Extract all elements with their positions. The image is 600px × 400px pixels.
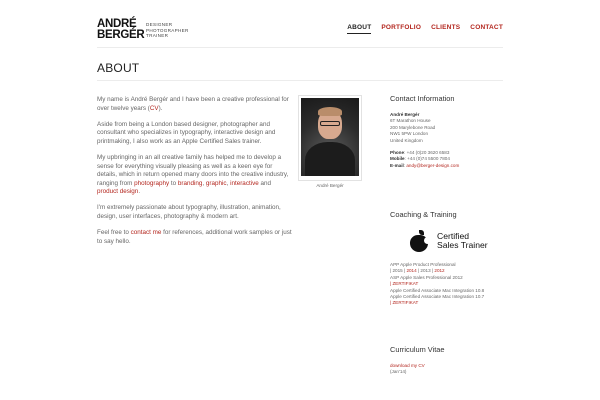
cert-line: ASP Apple Sales Professional 2012: [390, 274, 463, 280]
product-design-link[interactable]: product design: [97, 188, 139, 196]
contact-me-link[interactable]: contact me: [130, 229, 162, 237]
address-line: NW1 5PW London: [390, 131, 429, 137]
graphic-link[interactable]: graphic: [205, 179, 227, 187]
nav-contact[interactable]: CONTACT: [470, 24, 503, 31]
page-title: ABOUT: [97, 61, 140, 75]
address-line: 200 Marylebone Road: [390, 124, 436, 130]
cert-line: APP Apple Product Professional: [390, 262, 456, 267]
contact-heading: Contact Information: [390, 94, 455, 103]
zertifikat-link[interactable]: | ZERTIFIKAT: [390, 300, 419, 306]
portrait-photo: [298, 95, 362, 181]
download-cv-link[interactable]: download my CV: [390, 363, 425, 368]
mobile-line: Mobile: +44 (0)74 5500 7804: [390, 156, 450, 162]
contact-paragraph: Feel free to contact me for references, additional work samples or just to say hello.: [97, 229, 292, 245]
logo-tagline-trainer: TRAINER: [146, 33, 169, 38]
main-nav: [347, 24, 503, 34]
logo-last-name: BERGÉR: [97, 29, 145, 41]
apple-logo-icon: [410, 230, 428, 252]
passion-paragraph: I'm extremely passionate about typography, illustration, animation, design, user interfaces, photography & modern art.: [97, 204, 281, 221]
zertifikat-link[interactable]: | ZERTIFIKAT: [390, 281, 419, 287]
coaching-heading: Coaching & Training: [390, 210, 457, 219]
logo-tagline-photographer: PHOTOGRAPHER: [146, 27, 189, 33]
contact-name: André Bergér: [390, 112, 420, 117]
nav-portfolio[interactable]: PORTFOLIO: [381, 24, 422, 31]
background-paragraph: Aside from being a London based designer, photographer and consultant who specializes in typography, interactive design and printmaking, I also work as an Apple Certified Sales trainer.: [97, 120, 276, 145]
intro-paragraph: My name is André Bergér and I have been a creative professional for over twelve years (CV).: [97, 96, 289, 112]
contact-section: [390, 94, 505, 169]
certified-sales-trainer-badge: Certified Sales Trainer: [410, 228, 505, 254]
cert-line: Apple Certified Associate Mac Integration 10.8: [390, 287, 485, 293]
address-line: 6T Marathon House: [390, 118, 431, 124]
cv-inline-link[interactable]: CV: [149, 104, 159, 112]
logo-first-name: ANDRÉ: [97, 18, 137, 30]
upbringing-paragraph: My upbringing in an all creative family has helped me to develop a sense for everything visually pleasing as well as a keen eye for details, which in return opened many doors into the creative industry, ranging from photography to branding, graphic, interactive and product design.: [97, 153, 289, 196]
photography-link[interactable]: photography: [134, 179, 170, 187]
cert-line: Apple Certified Associate Mac Integration 10.7: [390, 294, 485, 300]
interactive-link[interactable]: interactive: [230, 179, 259, 187]
cv-date: (Jan'14): [390, 369, 407, 375]
about-text: [97, 96, 292, 254]
title-divider: [97, 80, 503, 81]
cert-years: | 2015 | 2014 | 2013 | 2012: [390, 268, 445, 274]
header-divider: [97, 47, 503, 48]
branding-link[interactable]: branding: [177, 179, 203, 187]
nav-clients[interactable]: CLIENTS: [431, 24, 461, 31]
coaching-section: [390, 210, 505, 307]
portrait-image: [301, 98, 359, 176]
cv-heading: Curriculum Vitae: [390, 345, 445, 354]
cv-section: [390, 345, 505, 376]
year-2012-link[interactable]: 2012: [434, 268, 445, 274]
email-line: E-mail: andy@berger-design.com: [390, 162, 460, 168]
year-2014-link[interactable]: 2014: [406, 268, 417, 274]
phone-line: Phone: +44 (0)20 3620 6583: [390, 150, 450, 156]
nav-about[interactable]: ABOUT: [347, 24, 371, 34]
email-link[interactable]: andy@berger-design.com: [406, 162, 460, 168]
logo-tagline-designer: DESIGNER: [146, 22, 173, 27]
address-line: United Kingdom: [390, 137, 423, 143]
photo-caption: André Bergér: [316, 183, 344, 188]
